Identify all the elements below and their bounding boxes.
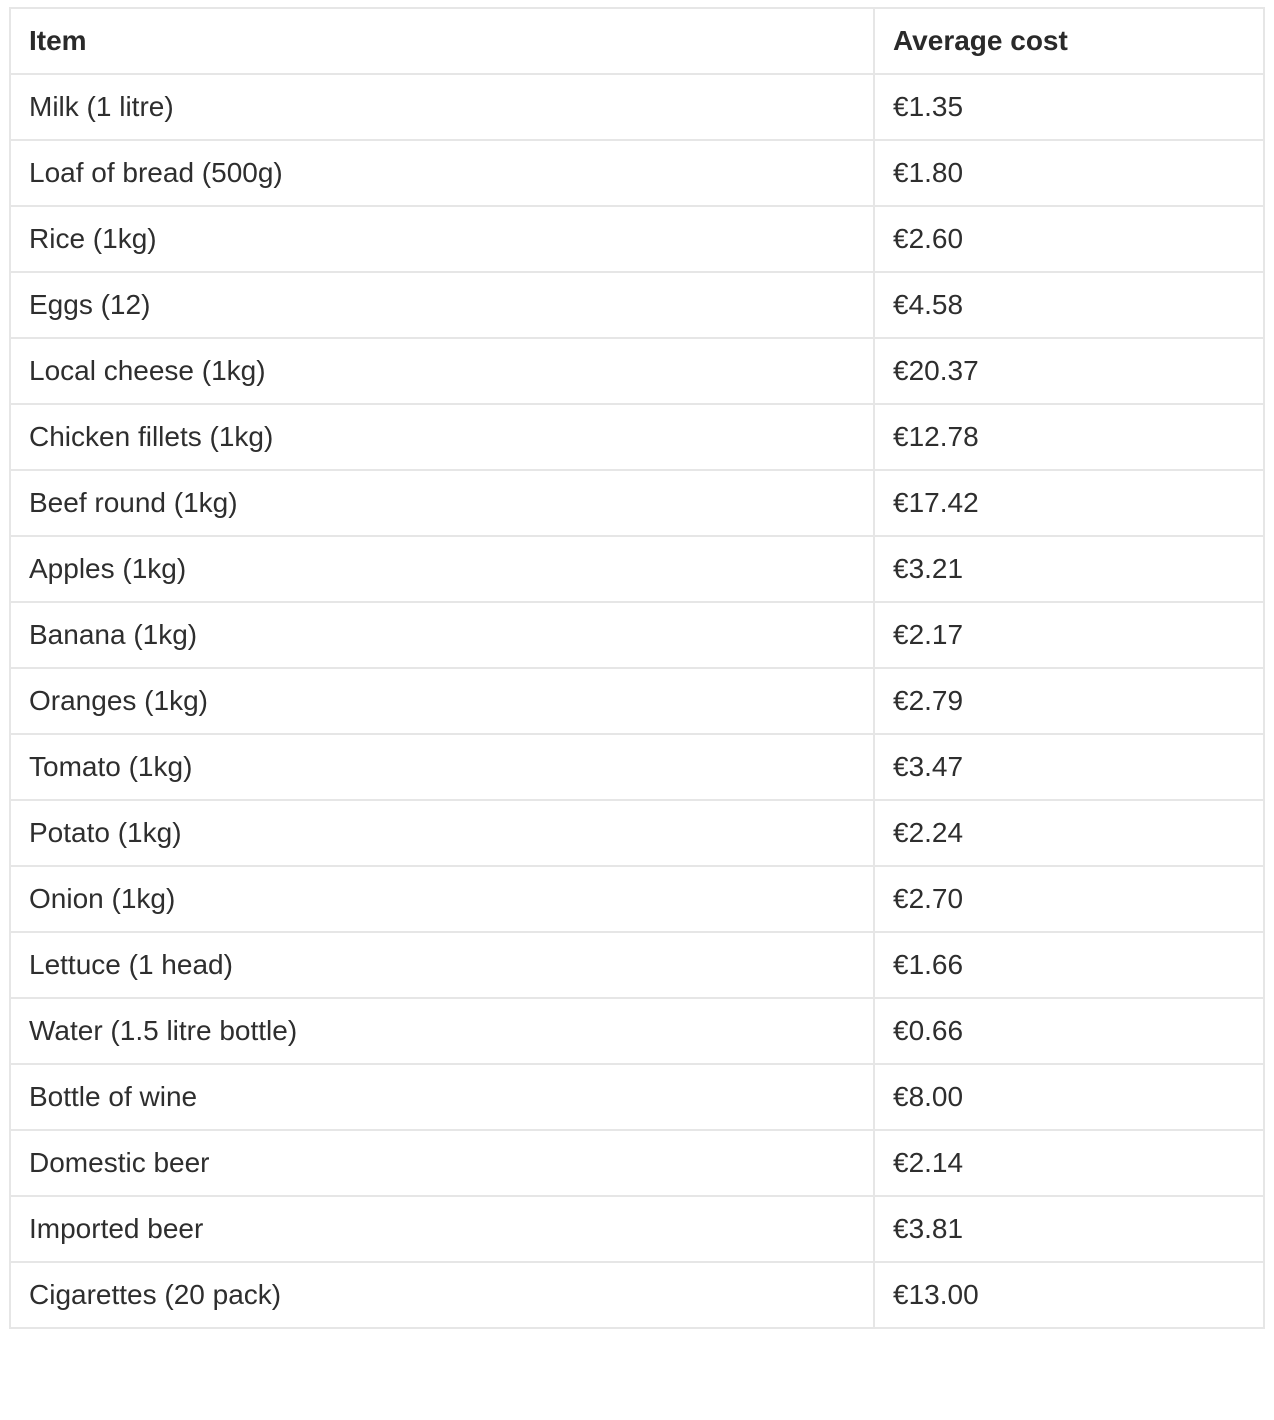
cost-cell: €4.58	[874, 272, 1264, 338]
cost-cell: €12.78	[874, 404, 1264, 470]
table-row	[10, 1196, 1264, 1262]
cost-cell: €20.37	[874, 338, 1264, 404]
table-row	[10, 470, 1264, 536]
table-row	[10, 1130, 1264, 1196]
item-cell: Rice (1kg)	[10, 206, 874, 272]
item-cell: Lettuce (1 head)	[10, 932, 874, 998]
cost-cell: €1.66	[874, 932, 1264, 998]
cost-cell: €3.47	[874, 734, 1264, 800]
item-cell: Milk (1 litre)	[10, 74, 874, 140]
table-row	[10, 206, 1264, 272]
item-cell: Banana (1kg)	[10, 602, 874, 668]
cost-cell: €8.00	[874, 1064, 1264, 1130]
item-cell: Imported beer	[10, 1196, 874, 1262]
item-cell: Eggs (12)	[10, 272, 874, 338]
table-header	[10, 8, 1264, 74]
header-item: Item	[10, 8, 874, 74]
cost-cell: €2.24	[874, 800, 1264, 866]
cost-cell: €2.17	[874, 602, 1264, 668]
cost-cell: €1.80	[874, 140, 1264, 206]
table-row	[10, 1064, 1264, 1130]
item-cell: Oranges (1kg)	[10, 668, 874, 734]
table-row	[10, 536, 1264, 602]
cost-cell: €13.00	[874, 1262, 1264, 1328]
item-cell: Loaf of bread (500g)	[10, 140, 874, 206]
item-cell: Domestic beer	[10, 1130, 874, 1196]
item-cell: Chicken fillets (1kg)	[10, 404, 874, 470]
cost-cell: €2.14	[874, 1130, 1264, 1196]
item-cell: Apples (1kg)	[10, 536, 874, 602]
table-row	[10, 602, 1264, 668]
header-average-cost: Average cost	[874, 8, 1264, 74]
table-row	[10, 998, 1264, 1064]
cost-cell: €2.60	[874, 206, 1264, 272]
item-cell: Cigarettes (20 pack)	[10, 1262, 874, 1328]
cost-cell: €0.66	[874, 998, 1264, 1064]
table-row	[10, 74, 1264, 140]
item-cell: Beef round (1kg)	[10, 470, 874, 536]
item-cell: Potato (1kg)	[10, 800, 874, 866]
table-row	[10, 272, 1264, 338]
cost-cell: €17.42	[874, 470, 1264, 536]
table-row	[10, 866, 1264, 932]
table-row	[10, 140, 1264, 206]
cost-cell: €2.79	[874, 668, 1264, 734]
cost-cell: €2.70	[874, 866, 1264, 932]
item-cell: Onion (1kg)	[10, 866, 874, 932]
cost-cell: €1.35	[874, 74, 1264, 140]
cost-cell: €3.21	[874, 536, 1264, 602]
table-row	[10, 734, 1264, 800]
table-row	[10, 932, 1264, 998]
table-row	[10, 800, 1264, 866]
cost-table	[9, 7, 1265, 1329]
table-row	[10, 338, 1264, 404]
item-cell: Local cheese (1kg)	[10, 338, 874, 404]
table-row	[10, 404, 1264, 470]
table-body	[10, 74, 1264, 1328]
item-cell: Water (1.5 litre bottle)	[10, 998, 874, 1064]
cost-cell: €3.81	[874, 1196, 1264, 1262]
header-row	[10, 8, 1264, 74]
table-row	[10, 668, 1264, 734]
item-cell: Tomato (1kg)	[10, 734, 874, 800]
table-row	[10, 1262, 1264, 1328]
item-cell: Bottle of wine	[10, 1064, 874, 1130]
cost-table-container	[9, 7, 1263, 1329]
